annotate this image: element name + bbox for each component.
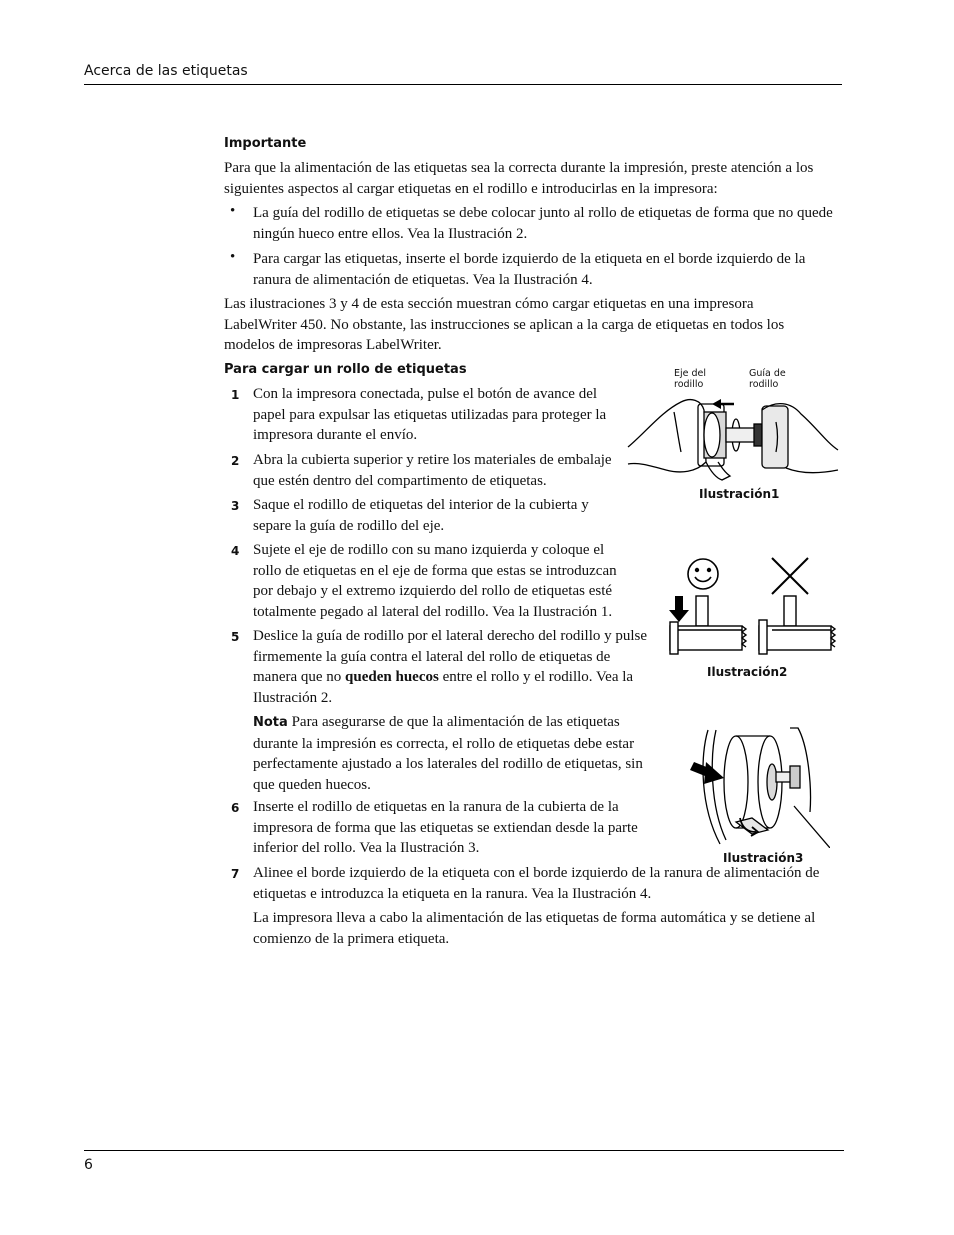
fig1-caption: Ilustración1 bbox=[699, 487, 780, 501]
step-text: Saque el rodillo de etiquetas del interior de la cubierta y separe la guía de rodillo del eje. bbox=[253, 497, 589, 534]
step-number: 7 bbox=[231, 867, 240, 881]
footer-divider bbox=[84, 1150, 844, 1151]
page-number: 6 bbox=[84, 1157, 93, 1173]
step-number: 6 bbox=[231, 801, 240, 815]
step-text: Abra la cubierta superior y retire los materiales de embalaje que estén dentro del compartimento de etiquetas. bbox=[253, 452, 612, 489]
procedure-heading: Para cargar un rollo de etiquetas bbox=[224, 362, 467, 377]
fig1-label-left: Eje del rodillo bbox=[674, 368, 707, 390]
header-divider bbox=[84, 84, 842, 85]
step-number: 5 bbox=[231, 630, 240, 644]
push-arrow-icon bbox=[690, 762, 724, 784]
bullet-item: La guía del rodillo de etiquetas se debe colocar junto al rollo de etiquetas de forma que no quede ningún hueco entre ellos. Vea la Ilustración 2. bbox=[253, 205, 833, 242]
fig1-illustration bbox=[626, 392, 840, 482]
fig2-caption: Ilustración2 bbox=[707, 665, 788, 679]
step-text bbox=[253, 626, 648, 708]
note bbox=[253, 712, 668, 795]
page-header-title: Acerca de las etiquetas bbox=[84, 63, 248, 79]
fig3-illustration bbox=[690, 726, 830, 848]
important-closing: Las ilustraciones 3 y 4 de esta sección muestran cómo cargar etiquetas en una impresora LabelWriter 450. No obstante, las instrucciones se aplican a la carga de etiquetas en todos los modelos de impresoras LabelWriter. bbox=[224, 296, 785, 353]
bullet-item: Para cargar las etiquetas, inserte el borde izquierdo de la etiqueta en el borde izquierdo de la ranura de alimentación de etiquetas. Vea la Ilustración 4. bbox=[253, 251, 806, 288]
step-text-emphasis: queden huecos bbox=[345, 669, 439, 685]
step-number: 4 bbox=[231, 544, 240, 558]
important-heading: Importante bbox=[224, 136, 307, 151]
step-number: 2 bbox=[231, 454, 240, 468]
smiley-icon bbox=[688, 559, 718, 589]
fig2-illustration bbox=[664, 548, 840, 660]
step-text: Inserte el rodillo de etiquetas en la ranura de la cubierta de la impresora de forma que las etiquetas se extiendan desde la parte inferior del rollo. Vea la Ilustración 3. bbox=[253, 799, 638, 856]
step-text-part: entre el rollo y el rodillo. Vea la Ilustración 2. bbox=[253, 669, 634, 706]
important-intro: Para que la alimentación de las etiquetas sea la correcta durante la impresión, preste atención a los siguientes aspectos al cargar etiquetas en el rodillo e introducirlas en la impresora: bbox=[224, 160, 814, 197]
note-label: Nota bbox=[253, 715, 288, 730]
step-text: Con la impresora conectada, pulse el botón de avance del papel para expulsar las etiquetas utilizadas para proteger la impresora durante el envío. bbox=[253, 386, 607, 443]
step-text-part: Deslice la guía de rodillo por el lateral derecho del rodillo y pulse firmemente la guía contra el lateral del rollo de etiquetas de manera que no bbox=[253, 628, 648, 685]
bullet-symbol: • bbox=[230, 203, 236, 219]
down-arrow-icon bbox=[669, 596, 689, 622]
step-number: 1 bbox=[231, 388, 240, 402]
note-text: Para asegurarse de que la alimentación de las etiquetas durante la impresión es correcta, el rollo de etiquetas debe estar perfectamente ajustado a los laterales del rodillo de etiquetas, sin que queden huecos. bbox=[253, 714, 643, 793]
step-text: Alinee el borde izquierdo de la etiqueta con el borde izquierdo de la ranura de alimentación de etiquetas e introduzca la etiqueta en la ranura. Vea la Ilustración 4. bbox=[253, 865, 820, 902]
fig1-label-right: Guía de rodillo bbox=[749, 368, 786, 390]
fig3-caption: Ilustración3 bbox=[723, 851, 804, 865]
step-number: 3 bbox=[231, 499, 240, 513]
final-paragraph: La impresora lleva a cabo la alimentación de las etiquetas de forma automática y se detiene al comienzo de la primera etiqueta. bbox=[253, 910, 816, 947]
bullet-symbol: • bbox=[230, 249, 236, 265]
x-icon bbox=[772, 558, 808, 594]
step-text: Sujete el eje de rodillo con su mano izquierda y coloque el rollo de etiquetas en el eje de forma que estas se introduzcan por debajo y el extremo izquierdo del rollo de etiquetas esté totalmente pegado al lateral del rodillo. Vea la Ilustración 1. bbox=[253, 542, 617, 620]
